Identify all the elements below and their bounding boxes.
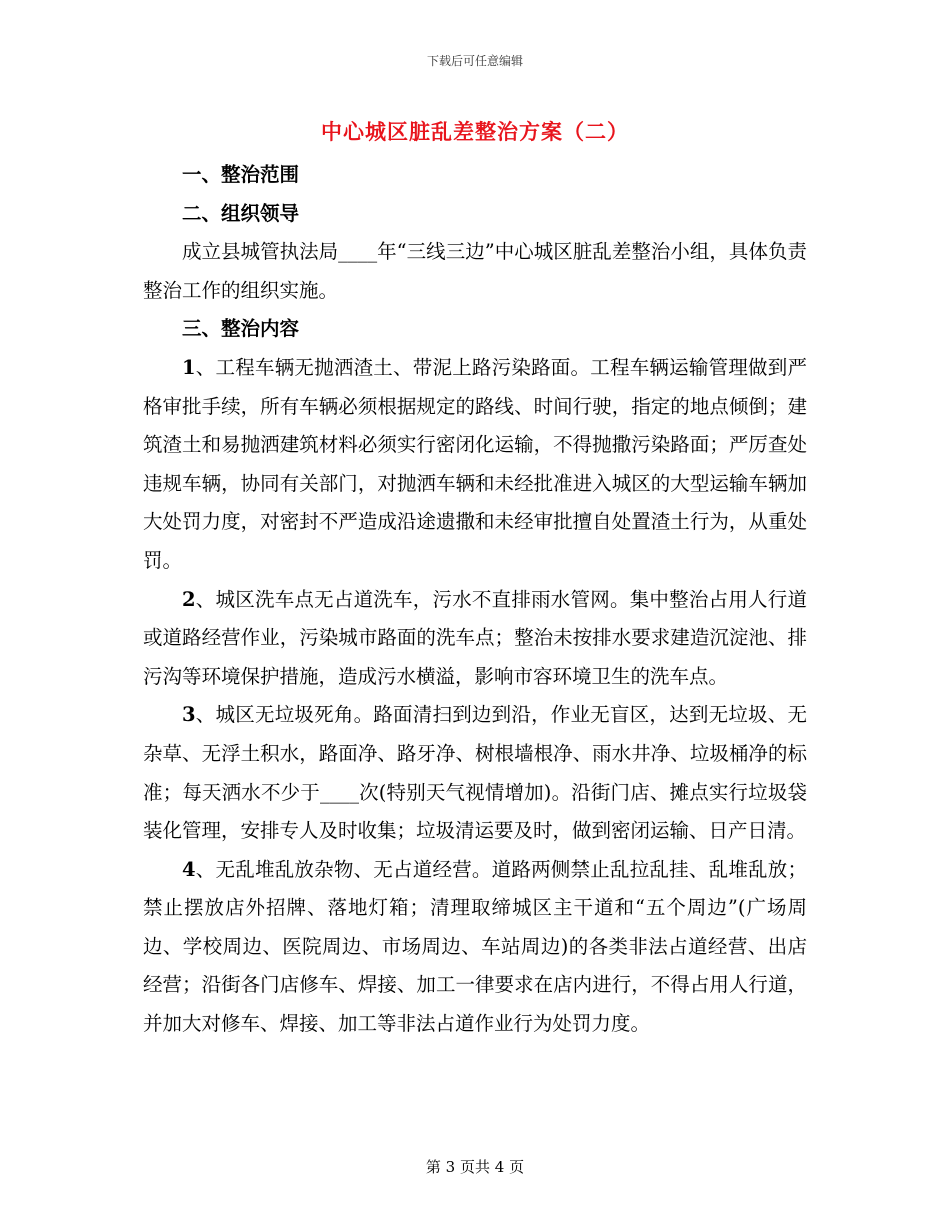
section-heading-scope: 一、整治范围 [182,163,300,186]
item-text: 、无乱堆乱放杂物、无占道经营。道路两侧禁止乱拉乱挂、乱堆乱放；禁止摆放店外招牌、落地灯箱；清理取缔城区主干道和“五个周边”(广场周边、学校周边、医院周边、市场周边、车站周边)的各类非法占道经营、出店经营；沿街各门店修车、焊接、加工一律要求在店内进行，不得占用人行道，并加大对修车、焊接、加工等非法占道作业行为处罚力度。 [143,857,807,1036]
item-number: 1 [182,355,196,379]
item-number: 4 [182,857,196,881]
header-note: 下载后可任意编辑 [426,54,523,68]
section-heading-content: 三、整治内容 [182,317,300,341]
item-text: 、工程车辆无抛洒渣土、带泥上路污染路面。工程车辆运输管理做到严格审批手续，所有车辆必须根据规定的路线、时间行驶，指定的地点倾倒；建筑渣土和易抛洒建筑材料必须实行密闭化运输，不得抛撒污染路面；严厉查处违规车辆，协同有关部门，对抛洒车辆和未经批准进入城区的大型运输车辆加大处罚力度，对密封不严造成沿途遗撒和未经审批擅自处置渣土行为，从重处罚。 [143,355,807,572]
item-number: 2 [182,587,196,611]
paragraph-organization: 成立县城管执法局____年“三线三边”中心城区脏乱差整治小组，具体负责整治工作的组织实施。 [143,240,807,302]
paragraph-item-4 [143,851,807,1044]
paragraph-item-1 [143,349,807,581]
item-number: 3 [182,703,196,727]
document-body [143,156,807,1044]
paragraph-item-2 [143,581,807,697]
item-text: 、城区无垃圾死角。路面清扫到边到沿，作业无盲区，达到无垃圾、无杂草、无浮土积水，路面净、路牙净、树根墙根净、雨水井净、垃圾桶净的标准；每天洒水不少于____次(特别天气视情增加)。沿街门店、摊点实行垃圾袋装化管理，安排专人及时收集；垃圾清运要及时，做到密闭运输、日产日清。 [143,703,807,843]
page-footer: 第 3 页共 4 页 [425,1158,525,1176]
item-text: 、城区洗车点无占道洗车，污水不直排雨水管网。集中整治占用人行道或道路经营作业，污染城市路面的洗车点；整治未按排水要求建造沉淀池、排污沟等环境保护措施，造成污水横溢，影响市容环境卫生的洗车点。 [143,587,807,688]
paragraph-item-3 [143,696,807,850]
document-title: 中心城区脏乱差整治方案（二） [321,119,629,144]
section-heading-organization: 二、组织领导 [182,201,300,225]
